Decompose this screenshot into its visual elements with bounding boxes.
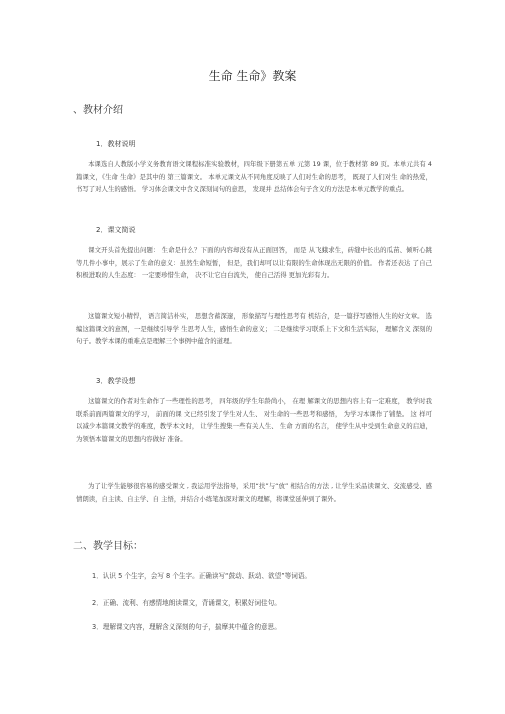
paragraph-text-overview-2 xyxy=(76,310,432,348)
page-title: 生命 生命》教案 xyxy=(208,69,297,83)
section-heading-materials: 、教材介绍 xyxy=(73,105,123,116)
goal-item-1: 1．认识 5 个生字，会写 8 个生字。正确读写“鼓动、跃动、欲望”等词语。 xyxy=(92,572,312,580)
paragraph-teaching-idea-2 xyxy=(76,480,432,505)
paragraph-text: 本课选自人教版小学义务教育语文课程标准实验教材，四年级下册第五单 元第 19 课，位于教材第 89 页。本单元共有 4 篇课文，《生命 生命》是其中的 第三篇课文。 本单元课文从不同角度反映了人们对生命的思考， 既现了人们对生 命的热爱， 书写了对人生的感悟。 学习体会课文中含义深刻词句的意思， 发现并 总结体会句子含义的方法是本单元教学的重点。 xyxy=(76,160,432,194)
paragraph-text: 这篇课文短小精悍， 语言简洁朴实， 思想含蓄深邃， 形象描写与理性思考有 机结合，是一篇抒写感悟人生的好文章。 选编这篇课文的意图，一是继续引导学 生思考人生，感悟生命的意义； 二是继续学习联系上下文和生活实际， 理解含义 深刻的句子。教学本课的重难点是理解三个事例中蕴含的道理。 xyxy=(76,312,432,346)
subheading-teaching-idea: 3．教学设想 xyxy=(96,377,136,385)
subheading-text-overview: 2．课文简说 xyxy=(96,226,136,234)
goal-item-3: 3．理解课文内容，理解含义深刻的句子，揣摩其中蕴含的意思。 xyxy=(92,623,281,631)
paragraph-materials-description xyxy=(76,158,432,196)
paragraph-text: 为了让学生能够很容易的感受课文 , 我运用学法指导，采用“扶”与“放” 相结合的方法 , 让学生采品读课文、交流感受、感情朗读，自主读、自主学、自 主悟，并结合小练笔加深对课文的理解，将课堂延伸到了课外。 xyxy=(76,482,432,503)
section-heading-goals: 二、教学目标： xyxy=(73,541,143,552)
paragraph-text: 这篇课文的作者对生命作了一些理性的思考， 四年级的学生年龄尚小， 在理 解课文的思想内容上有一定难度， 教学时我联系前面两篇课文的学习， 前面的课 文已经引发了学生对人生、 对生命的一些思考和感悟， 为学习本课作了铺垫。 这 样可以减少本篇课文教学的难度，教学本文时， 让学生搜集一些有关人生、 生命 方面的名言， 使学生从中受到生命意义的启迪， 为领悟本篇课文的思想内容做好 准备。 xyxy=(76,397,432,443)
paragraph-text: 课文开头首先提出问题： 生命是什么？下面的内容却没有从正面回答， 而是 从飞蛾求生，砖缝中长出的瓜苗、倾听心跳等几件小事中，展示了生命的意义：虽然生命短暂， 但是，我们却可以让有限的生命体现出无限的价值。 作者还表达 了自己积极进取的人生态度： 一定要珍惜生命， 决不让它白白流失， 使自己活得 更加光彩有力。 xyxy=(76,246,432,280)
paragraph-teaching-idea-1 xyxy=(76,395,432,445)
goal-item-2: 2．正确、流利、有感情地朗读课文，背诵课文，积累好词佳句。 xyxy=(92,599,281,607)
subheading-materials-description: 1．教材说明 xyxy=(96,140,136,148)
paragraph-text-overview-1 xyxy=(76,244,432,282)
